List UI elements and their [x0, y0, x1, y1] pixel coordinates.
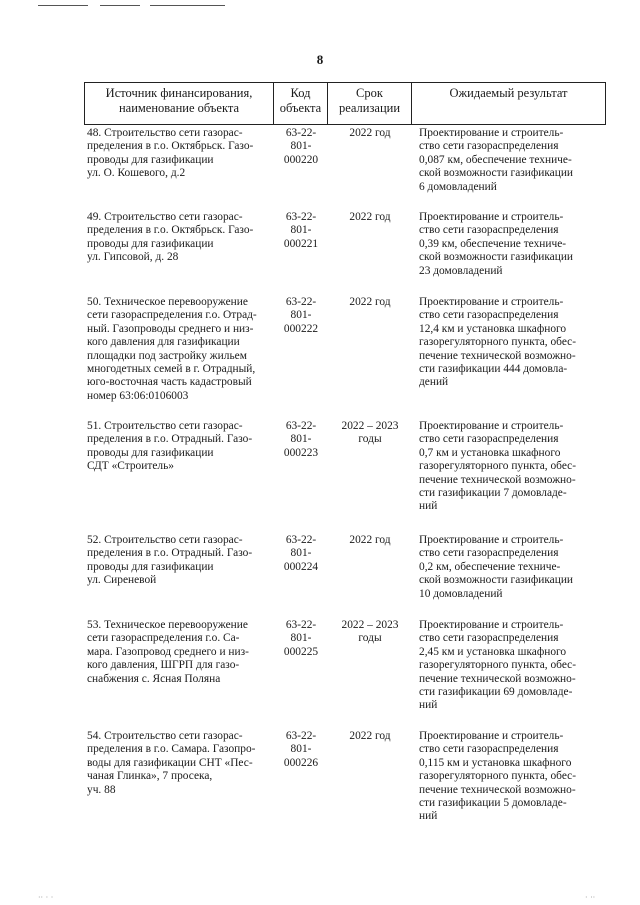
cell-line: кого давления, ШГРП для газо-	[87, 659, 240, 672]
cell-source	[84, 420, 274, 514]
cell-line: 63-22-	[285, 619, 317, 631]
cell-line: 63-22-	[285, 534, 317, 546]
cell-term	[328, 296, 412, 403]
cell-line: Проектирование и строитель-	[419, 211, 564, 223]
cell-line: площадки под застройку жильем	[87, 349, 247, 362]
cell-line: пределения в г.о. Октябрьск. Газо-	[87, 140, 254, 153]
cell-line: 48. Строительство сети газорас-	[87, 127, 243, 139]
cell-line: 2022 – 2023	[341, 619, 399, 631]
cell-line: проводы для газификации	[87, 446, 214, 459]
cell-line: 6 домовладений	[419, 180, 497, 193]
cell-result	[412, 127, 606, 194]
cell-line: 000222	[283, 322, 319, 335]
cell-line: 0,115 км и установка шкафного	[419, 756, 572, 769]
cell-line: печение технической возможно-	[419, 783, 576, 796]
cell-line: 801-	[290, 547, 312, 560]
cell-line: кого давления для газификации	[87, 336, 240, 349]
cell-line: ул. Гипсовой, д. 28	[87, 251, 179, 264]
header-result: Ожидаемый результат	[412, 83, 606, 124]
cell-line: газорегуляторного пункта, обес-	[419, 659, 577, 672]
cell-line: проводы для газификации	[87, 237, 214, 250]
cell-line: 63-22-	[285, 420, 317, 432]
cell-line: ул. О. Кошевого, д.2	[87, 167, 186, 180]
cell-line: 49. Строительство сети газорас-	[87, 211, 243, 223]
cell-line: 2022 год	[349, 211, 391, 223]
cell-line: 000225	[283, 645, 319, 658]
cell-line: снабжения с. Ясная Поляна	[87, 672, 221, 685]
cell-line: проводы для газификации	[87, 153, 214, 166]
cell-line: 0,087 км, обеспечение техниче-	[419, 153, 572, 166]
cell-line: 0,39 км, обеспечение техниче-	[419, 237, 567, 250]
cell-line: печение технической возможно-	[419, 672, 576, 685]
cell-line: 50. Техническое перевооружение	[87, 296, 248, 308]
cell-line: ство сети газораспределения	[419, 140, 559, 153]
cell-line: ство сети газораспределения	[419, 547, 559, 560]
cell-term	[328, 211, 412, 278]
cell-line: 000223	[283, 446, 319, 459]
cell-line: ской возможности газификации	[419, 167, 574, 180]
financing-table	[84, 82, 606, 823]
cell-code	[274, 619, 328, 713]
cell-line: сети газораспределения г.о. Са-	[87, 632, 240, 645]
cell-code	[274, 127, 328, 194]
scan-artifact-line	[38, 5, 88, 6]
scan-footer-mark: · ··	[585, 893, 596, 902]
cell-line: 51. Строительство сети газорас-	[87, 420, 243, 432]
cell-line: 000226	[283, 756, 319, 769]
cell-line: пределения в г.о. Октябрьск. Газо-	[87, 224, 254, 237]
cell-line: 52. Строительство сети газорас-	[87, 534, 243, 546]
scan-artifact-line	[100, 5, 140, 6]
table-header	[84, 82, 606, 125]
cell-line: 63-22-	[285, 296, 317, 308]
cell-line: сти газификации 5 домовладе-	[419, 797, 567, 810]
cell-line: печение технической возможно-	[419, 473, 576, 486]
cell-line: сти газификации 444 домовла-	[419, 363, 568, 376]
cell-line: Проектирование и строитель-	[419, 534, 564, 546]
cell-line: сти газификации 7 домовладе-	[419, 487, 567, 500]
cell-line: 63-22-	[285, 127, 317, 139]
table-row	[84, 730, 606, 824]
cell-line: газорегуляторного пункта, обес-	[419, 336, 577, 349]
scan-artifact-line	[150, 5, 225, 6]
cell-code	[274, 211, 328, 278]
cell-term	[328, 127, 412, 194]
cell-line: ство сети газораспределения	[419, 632, 559, 645]
cell-line: ний	[419, 500, 438, 513]
header-code: Код объекта	[274, 83, 328, 124]
cell-line: ул. Сиреневой	[87, 574, 157, 587]
cell-line: 2,45 км и установка шкафного	[419, 645, 567, 658]
cell-line: воды для газификации СНТ «Пес-	[87, 756, 253, 769]
cell-line: годы	[358, 433, 382, 446]
cell-result	[412, 534, 606, 601]
cell-line: уч. 88	[87, 783, 116, 796]
cell-line: 801-	[290, 224, 312, 237]
cell-source	[84, 619, 274, 713]
table-row	[84, 619, 606, 713]
cell-source	[84, 296, 274, 403]
cell-line: 63-22-	[285, 730, 317, 742]
cell-line: 801-	[290, 140, 312, 153]
cell-line: 54. Строительство сети газорас-	[87, 730, 243, 742]
cell-line: ство сети газораспределения	[419, 224, 559, 237]
cell-line: ской возможности газификации	[419, 574, 574, 587]
cell-line: 2022 год	[349, 534, 391, 546]
cell-line: 000224	[283, 560, 319, 573]
cell-line: юго-восточная часть кадастровый	[87, 376, 252, 389]
cell-line: ство сети газораспределения	[419, 309, 559, 322]
cell-line: 2022 год	[349, 127, 391, 139]
cell-code	[274, 296, 328, 403]
cell-line: Проектирование и строитель-	[419, 420, 564, 432]
cell-line: газорегуляторного пункта, обес-	[419, 770, 577, 783]
cell-line: печение технической возможно-	[419, 349, 576, 362]
table-row	[84, 127, 606, 194]
cell-line: ство сети газораспределения	[419, 743, 559, 756]
cell-line: газорегуляторного пункта, обес-	[419, 460, 577, 473]
cell-line: Проектирование и строитель-	[419, 127, 564, 139]
cell-line: номер 63:06:0106003	[87, 389, 189, 402]
cell-source	[84, 127, 274, 194]
cell-line: 000220	[283, 153, 319, 166]
cell-line: пределения в г.о. Самара. Газопро-	[87, 743, 256, 756]
cell-line: пределения в г.о. Отрадный. Газо-	[87, 547, 253, 560]
table-row	[84, 296, 606, 403]
cell-line: многодетных семей в г. Отрадный,	[87, 363, 256, 376]
cell-code	[274, 534, 328, 601]
cell-term	[328, 730, 412, 824]
cell-result	[412, 420, 606, 514]
page-number: 8	[316, 52, 324, 67]
cell-line: Проектирование и строитель-	[419, 619, 564, 631]
cell-line: ний	[419, 699, 438, 712]
cell-line: 23 домовладений	[419, 264, 503, 277]
header-source: Источник финансирования, наименование объекта	[84, 83, 274, 124]
cell-term	[328, 420, 412, 514]
cell-line: чаная Глинка», 7 просека,	[87, 770, 213, 783]
table-row	[84, 211, 606, 278]
cell-source	[84, 534, 274, 601]
cell-line: ний	[419, 810, 438, 823]
cell-term	[328, 534, 412, 601]
cell-line: мара. Газопровод среднего и низ-	[87, 645, 249, 658]
table-row	[84, 534, 606, 601]
cell-line: 10 домовладений	[419, 587, 503, 600]
cell-term	[328, 619, 412, 713]
cell-source	[84, 211, 274, 278]
cell-line: СДТ «Строитель»	[87, 460, 174, 473]
cell-line: 801-	[290, 743, 312, 756]
cell-line: Проектирование и строитель-	[419, 730, 564, 742]
cell-line: Проектирование и строитель-	[419, 296, 564, 308]
table-row	[84, 420, 606, 514]
cell-line: ство сети газораспределения	[419, 433, 559, 446]
cell-line: пределения в г.о. Отрадный. Газо-	[87, 433, 253, 446]
cell-result	[412, 211, 606, 278]
cell-line: 2022 – 2023	[341, 420, 399, 432]
cell-line: ный. Газопроводы среднего и низ-	[87, 322, 254, 335]
cell-line: 801-	[290, 632, 312, 645]
cell-line: 2022 год	[349, 730, 391, 742]
cell-line: сети газораспределения г.о. Отрад-	[87, 309, 257, 322]
cell-result	[412, 296, 606, 403]
cell-line: сти газификации 69 домовладе-	[419, 686, 573, 699]
cell-line: 0,7 км и установка шкафного	[419, 446, 561, 459]
header-term: Срок реализации	[328, 83, 412, 124]
cell-line: ской возможности газификации	[419, 251, 574, 264]
cell-result	[412, 730, 606, 824]
cell-line: годы	[358, 632, 382, 645]
cell-line: 12,4 км и установка шкафного	[419, 322, 567, 335]
scan-footer-mark: ·· · ·	[38, 893, 54, 902]
cell-line: 53. Техническое перевооружение	[87, 619, 248, 631]
cell-line: 63-22-	[285, 211, 317, 223]
cell-code	[274, 420, 328, 514]
cell-code	[274, 730, 328, 824]
cell-source	[84, 730, 274, 824]
cell-line: проводы для газификации	[87, 560, 214, 573]
cell-result	[412, 619, 606, 713]
cell-line: 2022 год	[349, 296, 391, 308]
cell-line: 000221	[283, 237, 319, 250]
cell-line: 0,2 км, обеспечение техниче-	[419, 560, 561, 573]
cell-line: 801-	[290, 433, 312, 446]
cell-line: дений	[419, 376, 449, 389]
cell-line: 801-	[290, 309, 312, 322]
